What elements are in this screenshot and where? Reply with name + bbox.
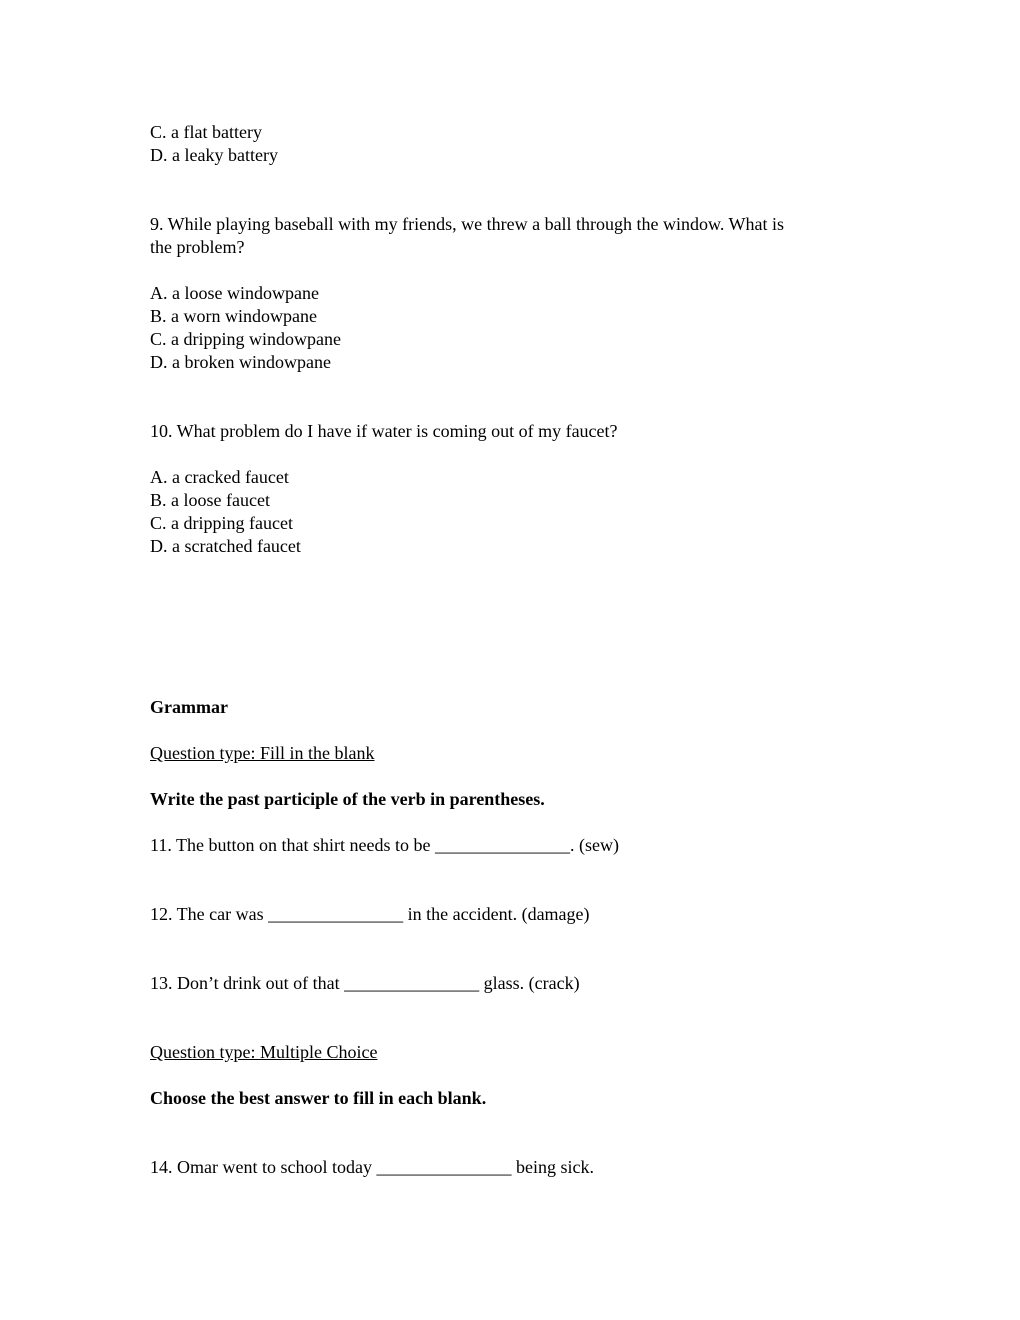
q10-option-d: D. a scratched faucet (150, 536, 301, 556)
q8-option-d: D. a leaky battery (150, 145, 278, 165)
q9-text: 9. While playing baseball with my friends, we threw a ball through the window. What is (150, 214, 785, 234)
q11-text: 11. The button on that shirt needs to be _______________. (sew) (150, 835, 619, 855)
instruction-fill: Write the past participle of the verb in parentheses. (150, 789, 545, 809)
q9-text-cont: the problem? (150, 237, 245, 257)
q10-option-a: A. a cracked faucet (150, 467, 289, 487)
q9-option-b: B. a worn windowpane (150, 306, 317, 326)
q9-option-d: D. a broken windowpane (150, 352, 331, 372)
q10-option-b: B. a loose faucet (150, 490, 270, 510)
instruction-mc: Choose the best answer to fill in each blank. (150, 1088, 487, 1108)
question-type-fill: Question type: Fill in the blank (150, 743, 375, 763)
q10-text: 10. What problem do I have if water is coming out of my faucet? (150, 421, 618, 441)
question-type-mc: Question type: Multiple Choice (150, 1042, 378, 1062)
q9-option-c: C. a dripping windowpane (150, 329, 341, 349)
q8-option-c: C. a flat battery (150, 122, 262, 142)
q12-text: 12. The car was _______________ in the accident. (damage) (150, 904, 590, 924)
q14-text: 14. Omar went to school today _______________ being sick. (150, 1157, 594, 1177)
q9-option-a: A. a loose windowpane (150, 283, 319, 303)
q10-option-c: C. a dripping faucet (150, 513, 293, 533)
section-heading: Grammar (150, 697, 228, 717)
q13-text: 13. Don’t drink out of that _______________ glass. (crack) (150, 973, 580, 993)
